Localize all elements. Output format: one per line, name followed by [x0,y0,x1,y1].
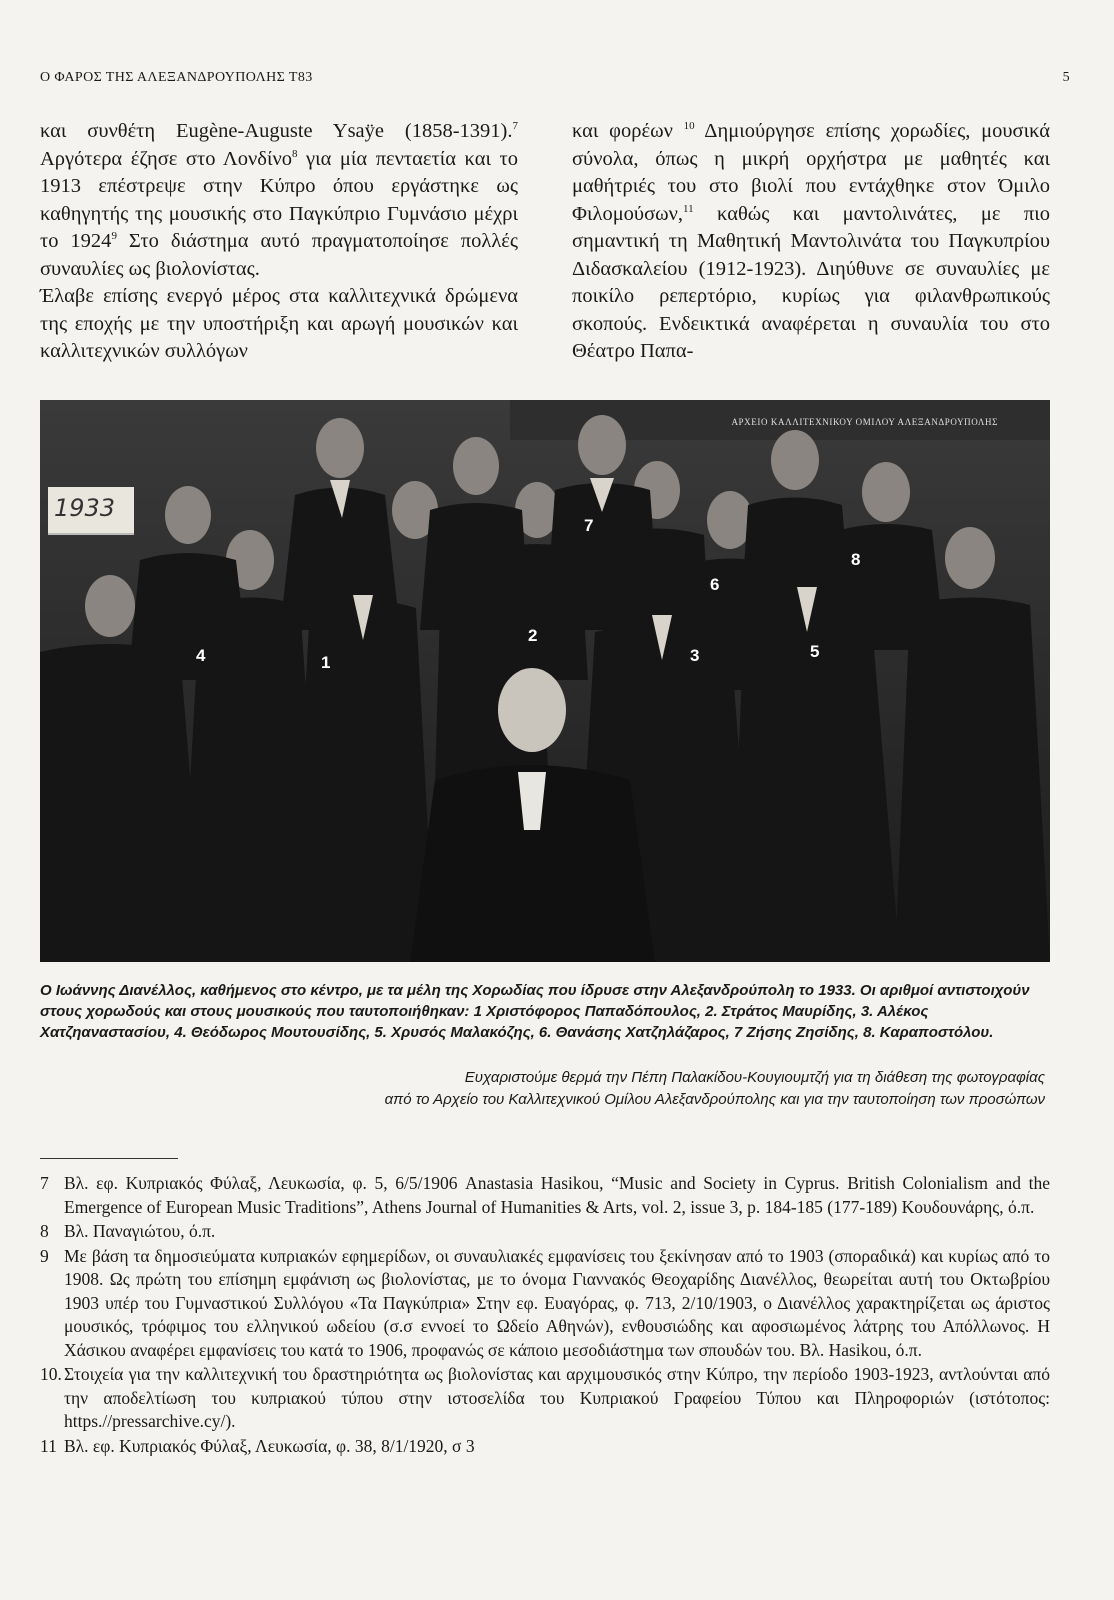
group-photograph [40,400,1050,962]
photo-label-6: 6 [710,575,720,594]
footnote-ref-8[interactable]: 8 [291,147,298,160]
footnote-number: 10. [40,1364,62,1384]
footnote-11 [40,1435,1050,1459]
footnote-number: 7 [40,1173,49,1193]
photo-label-2: 2 [528,626,538,645]
footnote-7 [40,1172,1050,1219]
right-paragraph-1 [572,118,1050,366]
footnote-number: 9 [40,1245,49,1266]
footnote-text: Στοιχεία για την καλλιτεχνική του δραστηριότητα ως βιολονίστας και αρχιμουσικός στην Κύπρο, την περίοδο 1903-1923, αντλούνται από την αποδελτίωση του κυπριακού τύπου στην ιστοσελίδα του Κυπριακού Γραφείου Τύπου και Πληροφοριών (ιστότοπος: https.//pressarchive.cy/). [64,1364,1050,1431]
footnote-divider [40,1158,178,1159]
archive-watermark: ΑΡΧΕΙΟ ΚΑΛΛΙΤΕΧΝΙΚΟΥ ΟΜΙΛΟΥ ΑΛΕΞΑΝΔΡΟΥΠΟΛΗΣ [731,417,998,427]
credit-line-1: Ευχαριστούμε θερμά την Πέπη Παλακίδου-Κουγιουμτζή για τη διάθεση της φωτογραφίας [464,1069,1045,1086]
footnote-text: Βλ. Παναγιώτου, ό.π. [64,1221,216,1241]
footnotes [40,1172,1050,1459]
photo-caption: Ο Ιωάννης Διανέλλος, καθήμενος στο κέντρο, με τα μέλη της Χορωδίας που ίδρυσε στην Αλεξανδρούπολη το 1933. Οι αριθμοί αντιστοιχούν στους χορωδούς και στους μουσικούς που ταυτοποιήθηκαν: 1 Χριστόφορος Παπαδόπουλος, 2. Στράτος Μαυρίδης, 3. Αλέκος Χατζηαναστασίου, 4. Θεόδωρος Μουτουσίδης, 5. Χρυσός Μαλακόζης, 6. Θανάσης Χατζηλάζαρος, 7 Ζήσης Ζησίδης, 8. Καραποστόλου. [40,982,1030,1041]
footnote-text: Με βάση τα δημοσιεύματα κυπριακών εφημερίδων, οι συναυλιακές εμφανίσεις του ξεκίνησαν από το 1903 (σποραδικά) και κυρίως από το 1908. Ως πρώτη του επίσημη εμφάνιση ως βιολονίστας, με το όνομα Γιαννακός Θεοχαρίδης Διανέλλος, θεωρείται αυτή του Οκτωβρίου 1903 υπέρ του Γυμναστικού Συλλόγου «Τα Παγκύπρια» Στην εφ. Ευαγόρας, φ. 713, 2/10/1903, ο Διανέλλος χαρακτηρίζεται ως άριστος μουσικός, τρόφιμος του ελληνικού ωδείου (σ.σ εννοεί το Ωδείο Αθηνών), ενθουσιώδης και αφοσιωμένος λάτρης του Απόλλωνος. Η Χάσικου αναφέρει εμφανίσεις του κατά το 1906, προφανώς σε κάποιο μεσοδιάστημα των σπουδών του. Βλ. Hasikou, ό.π. [64,1245,1050,1360]
left-column [40,118,518,366]
left-paragraph-2: Έλαβε επίσης ενεργό μέρος στα καλλιτεχνικά δρώμενα της εποχής με την υποστήριξη και αρωγή μουσικών και καλλιτεχνικών συλλόγων [40,285,518,362]
left-paragraph-1 [40,118,518,283]
footnote-ref-10[interactable]: 10 [683,120,695,133]
footnote-ref-7[interactable]: 7 [512,120,518,133]
footnote-text: Βλ. εφ. Κυπριακός Φύλαξ, Λευκωσία, φ. 5, 6/5/1906 Anastasia Hasikou, “Music and Society in Cyprus. British Colonialism and the Emergence of European Music Traditions”, Athens Journal of Humanities & Arts, vol. 2, issue 3, p. 184-185 (177-189) Κουδουνάρης, ό.π. [64,1173,1050,1217]
text-run: καθώς και μαντολινάτες, με πιο σημαντική τη Μαθητική Μαντολινάτα του Παγκυπρίου Διδασκαλείου (1912-1923). Διηύθυνε σε συναυλίες με ποικίλο ρεπερτόριο, κυρίως για φιλανθρωπικούς σκοπούς. Ενδεικτικά αναφέρεται η συναυλία του στο Θέατρο Παπα- [572,202,1050,362]
text-run: Αργότερα έζησε στο Λονδίνο [40,147,292,170]
photo-illustration [40,400,1050,962]
running-header [40,70,1070,86]
footnote-number: 8 [40,1221,49,1241]
right-column [572,118,1050,366]
footnote-10 [40,1363,1050,1434]
footnote-text: Βλ. εφ. Κυπριακός Φύλαξ, Λευκωσία, φ. 38, 8/1/1920, σ 3 [64,1435,475,1456]
photo-label-5: 5 [810,642,820,661]
text-run: Στο διάστημα αυτό πραγματοποίησε πολλές συναυλίες ως βιολονίστας. [40,230,518,280]
footnote-ref-9[interactable]: 9 [111,230,117,243]
year-card: 1933 [48,487,134,535]
page-number: 5 [1062,70,1070,85]
photo-label-8: 8 [851,550,861,569]
body-text [40,118,1050,366]
footnote-ref-11[interactable]: 11 [683,202,694,215]
photo-label-7: 7 [584,516,594,535]
photo-label-1: 1 [321,653,331,672]
credit-line-2: από το Αρχείο του Καλλιτεχνικού Ομίλου Αλεξανδρούπολης και για την ταυτοποίηση των προσώπων [384,1091,1045,1108]
text-run: Δημιούργησε επίσης χορωδίες, μουσικά σύνολα, όπως η μικρή ορχήστρα με μαθητές και μαθήτριές του στο βιολί που εντάχθηκε στον Όμιλο Φιλομούσων, [572,120,1050,225]
photo-credit [40,1067,1045,1111]
footnote-number: 11 [40,1435,57,1456]
photo-label-4: 4 [196,646,206,665]
footnote-9 [40,1245,1050,1363]
text-run: και φορέων [572,120,673,142]
footnote-8 [40,1220,1050,1244]
text-run: για μία πενταετία και το 1913 επέστρεψε στην Κύπρο όπου εργάστηκε ως καθηγητής της μουσικής στο Παγκύπριο Γυμνάσιο μέχρι το 1924 [40,147,519,252]
photo-label-3: 3 [690,646,700,665]
text-run: και συνθέτη Eugène-Auguste Ysaÿe (1858-1391). [40,120,513,142]
journal-title: Ο ΦΑΡΟΣ ΤΗΣ ΑΛΕΞΑΝΔΡΟΥΠΟΛΗΣ Τ83 [40,70,313,85]
